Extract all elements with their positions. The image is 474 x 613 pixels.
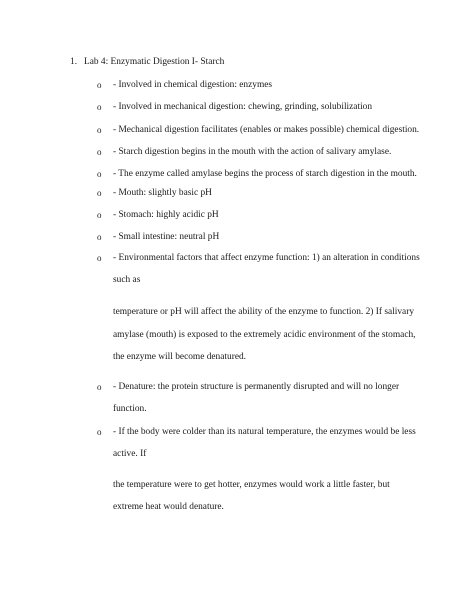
list-item-continuation: active. If xyxy=(113,449,147,459)
bullet-marker: o xyxy=(97,210,102,220)
bullet-marker: o xyxy=(97,382,102,392)
list-item: - If the body were colder than its natural temperature, the enzymes would be less xyxy=(113,427,416,437)
bullet-marker: o xyxy=(97,232,102,242)
paragraph-line: the temperature were to get hotter, enzymes would work a little faster, but xyxy=(113,480,390,490)
paragraph-line: the enzyme will become denatured. xyxy=(113,352,247,362)
bullet-marker: o xyxy=(97,102,102,112)
heading-number: 1. xyxy=(70,57,78,67)
list-item-continuation: function. xyxy=(113,404,147,414)
list-item: - Denature: the protein structure is permanently disrupted and will no longer xyxy=(113,382,400,392)
list-item: - Involved in chemical digestion: enzymes xyxy=(113,80,273,90)
bullet-marker: o xyxy=(97,253,102,263)
list-item: - Mouth: slightly basic pH xyxy=(113,188,212,198)
list-item: - Starch digestion begins in the mouth with the action of salivary amylase. xyxy=(113,147,392,157)
bullet-marker: o xyxy=(97,169,102,179)
list-item-continuation: such as xyxy=(113,275,141,285)
bullet-marker: o xyxy=(97,80,102,90)
list-item: - Small intestine: neutral pH xyxy=(113,232,220,242)
list-item: - Environmental factors that affect enzyme function: 1) an alteration in conditions xyxy=(113,253,420,263)
list-item: - Stomach: highly acidic pH xyxy=(113,210,219,220)
bullet-marker: o xyxy=(97,427,102,437)
list-item: - The enzyme called amylase begins the process of starch digestion in the mouth. xyxy=(113,169,417,179)
paragraph-line: temperature or pH will affect the ability of the enzyme to function. 2) If salivary xyxy=(113,307,415,317)
bullet-marker: o xyxy=(97,147,102,157)
heading-title: Lab 4: Enzymatic Digestion I- Starch xyxy=(84,57,225,67)
paragraph-line: amylase (mouth) is exposed to the extremely acidic environment of the stomach, xyxy=(113,330,416,340)
list-item: - Involved in mechanical digestion: chewing, grinding, solubilization xyxy=(113,102,373,112)
bullet-marker: o xyxy=(97,188,102,198)
paragraph-line: extreme heat would denature. xyxy=(113,502,224,512)
list-item: - Mechanical digestion facilitates (enables or makes possible) chemical digestion. xyxy=(113,125,420,135)
bullet-marker: o xyxy=(97,125,102,135)
